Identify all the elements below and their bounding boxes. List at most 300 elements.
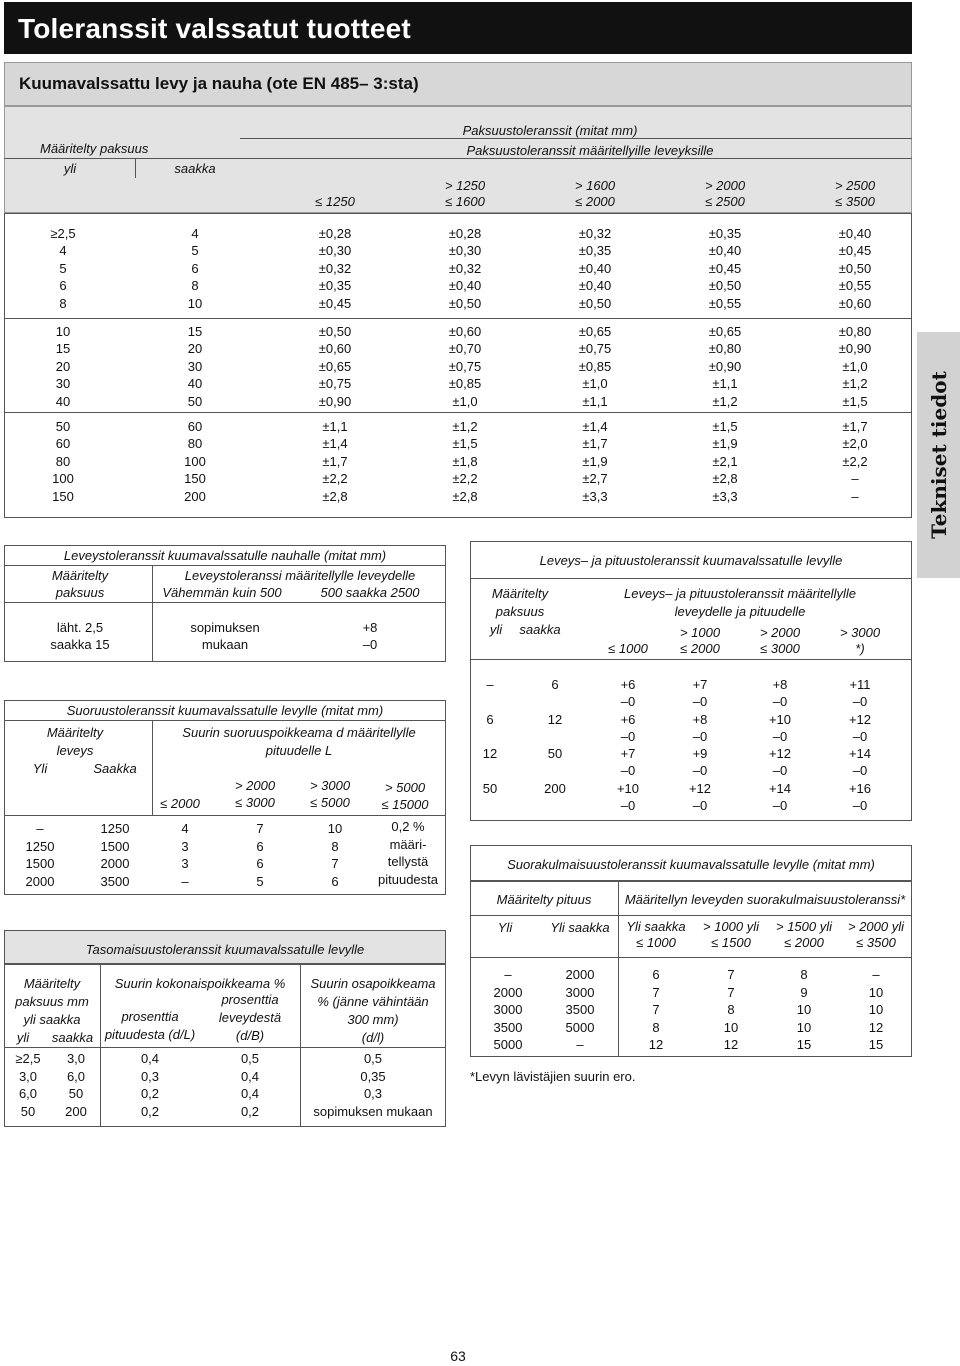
sq-cell: 12	[723, 1037, 739, 1052]
sq-col-header-bottom: ≤ 1000	[636, 935, 676, 950]
sq-col-header-top: > 2000 yli	[847, 919, 904, 934]
table-cell: ±0,80	[708, 341, 742, 357]
sq-h-length: Määritelty pituus	[496, 892, 592, 907]
table-cell: 15	[187, 324, 203, 339]
table-cell: ±1,1	[322, 419, 348, 434]
table-cell: ±1,8	[452, 453, 478, 469]
table-cell: ±1,5	[842, 393, 868, 409]
flat-h1-c: yli saakka	[23, 1012, 81, 1027]
side-tab	[917, 332, 960, 578]
sq-cell: 5000	[493, 1037, 523, 1052]
table-cell: ±0,40	[448, 278, 482, 294]
table-cell: ±0,75	[578, 341, 612, 357]
flat-h1-b: paksuus mm	[15, 994, 89, 1009]
table-cell: 10	[187, 295, 203, 311]
str-h-defined: Määritelty	[46, 725, 104, 740]
sq-cell: –	[576, 1037, 584, 1052]
flat-cell: 0,35	[360, 1068, 386, 1084]
table-cell: ±1,0	[842, 358, 868, 374]
str-col-header-top: > 5000	[384, 780, 426, 795]
str-cell: 2000	[100, 856, 130, 871]
lw-cell-plus: +11	[849, 677, 871, 692]
table-cell: ±0,60	[838, 295, 872, 311]
str-cell: 6	[256, 856, 264, 871]
lw-cell-minus: –0	[772, 694, 788, 709]
lw-cell-plus: +10	[768, 711, 792, 727]
table-cell: ±1,2	[452, 419, 478, 434]
lw-col-header-top: > 3000	[839, 625, 881, 640]
lw-h-to: saakka	[519, 622, 561, 637]
str-cell: 3	[181, 856, 189, 871]
table-cell: ±1,0	[452, 393, 478, 409]
table-cell: ±1,5	[712, 419, 738, 434]
flat-cell: 3,0	[18, 1068, 38, 1084]
table-cell: ±0,55	[708, 295, 742, 311]
table-cell: ±0,40	[838, 226, 872, 241]
col-header-bottom: ≤ 2000	[575, 194, 615, 209]
str-last-col: tellystä	[387, 854, 429, 869]
width-tol-row-thickness-1: läht. 2,5	[56, 620, 104, 635]
width-tol-row-plus: +8	[362, 620, 378, 635]
header-tolerance: Paksuustoleranssit (mitat mm)	[462, 123, 638, 138]
str-last-col: 0,2 %	[391, 819, 425, 834]
str-cell: 4	[181, 821, 189, 836]
lw-cell-plus: +16	[848, 780, 872, 796]
table-cell: ±0,60	[448, 324, 482, 339]
str-col-header-bottom: ≤ 3000	[235, 795, 275, 810]
table-cell: 6	[191, 260, 199, 276]
table-cell: ±0,65	[708, 324, 742, 339]
table-cell: 8	[59, 295, 67, 311]
sq-cell: –	[504, 967, 512, 982]
table-cell: 150	[52, 488, 74, 504]
table-cell: ±0,55	[838, 278, 872, 294]
lw-col-header-top: > 1000	[679, 625, 721, 640]
lw-h-thickness: paksuus	[495, 604, 545, 619]
flat-h3-4: (d/l)	[361, 1030, 385, 1045]
table-cell: ≥2,5	[50, 226, 76, 241]
sq-cell: 10	[868, 984, 884, 1000]
lw-row-to: 50	[547, 746, 563, 761]
lw-cell-plus: +8	[692, 711, 708, 727]
sq-col-header-bottom: ≤ 1500	[711, 935, 751, 950]
lw-cell-minus: –0	[852, 694, 868, 709]
str-cell: 8	[331, 838, 339, 854]
width-tol-row-minus: –0	[362, 637, 378, 652]
table-cell: 200	[184, 488, 206, 504]
sq-cell: 7	[727, 984, 735, 1000]
table-cell: ±0,45	[838, 243, 872, 259]
lw-row-over: 6	[486, 711, 494, 727]
table-cell: 100	[184, 453, 206, 469]
width-tol-h-defined: Määritelty	[51, 568, 109, 583]
col-header-bottom: ≤ 3500	[835, 194, 875, 209]
table-cell: ±0,30	[318, 243, 352, 259]
lw-col-header-bottom: ≤ 3000	[760, 641, 800, 656]
header-thickness: Määritelty paksuus	[40, 141, 149, 156]
sq-cell: 10	[723, 1019, 739, 1035]
lw-col-header-bottom: *)	[855, 641, 865, 656]
sq-cell: 12	[648, 1037, 664, 1052]
table-cell: 5	[59, 260, 67, 276]
sq-cell: 15	[796, 1037, 812, 1052]
col-header-top: > 1250	[444, 178, 486, 193]
table-cell: ±0,30	[448, 243, 482, 259]
width-tol-h-range: 500 saakka 2500	[320, 585, 420, 600]
sq-title: Suorakulmaisuustoleranssit kuumavalssatulle levylle (mitat mm)	[507, 857, 875, 872]
lw-cell-plus: +7	[620, 746, 636, 761]
str-cell: 5	[256, 873, 264, 889]
str-cell: 1250	[100, 821, 130, 836]
table-cell: ±1,2	[712, 393, 738, 409]
table-cell: 15	[55, 341, 71, 357]
lw-cell-minus: –0	[772, 763, 788, 778]
str-cell: 1500	[100, 838, 130, 854]
table-cell: ±0,45	[708, 260, 742, 276]
sq-cell: 5000	[565, 1019, 595, 1035]
lw-cell-plus: +14	[768, 780, 792, 796]
lw-cell-minus: –0	[852, 728, 868, 744]
sq-cell: 12	[868, 1019, 884, 1035]
flat-cell: 0,4	[140, 1051, 160, 1066]
table-cell: 80	[187, 436, 203, 452]
sq-col-header-bottom: ≤ 3500	[856, 935, 896, 950]
str-last-col: määri-	[389, 836, 427, 852]
table-cell: ±1,4	[582, 419, 608, 434]
table-cell: ±0,65	[318, 358, 352, 374]
lw-h-defined: Määritelty	[491, 586, 549, 601]
header-to: saakka	[174, 161, 216, 176]
sq-cell: 10	[796, 1002, 812, 1017]
str-title: Suoruustoleranssit kuumavalssatulle levylle (mitat mm)	[66, 703, 384, 718]
table-cell: ±3,3	[582, 488, 608, 504]
table-cell: 20	[55, 358, 71, 374]
table-cell: ±0,28	[318, 226, 352, 241]
str-cell: 6	[331, 873, 339, 889]
flat-cell: 3,0	[66, 1051, 86, 1066]
flat-h2b-3: (d/B)	[235, 1028, 265, 1043]
lw-col-header-top: > 2000	[759, 625, 801, 640]
lw-cell-minus: –0	[620, 728, 636, 744]
table-cell: ±1,9	[712, 436, 738, 452]
table-cell: ±0,75	[318, 376, 352, 392]
lw-col-header-bottom: ≤ 2000	[680, 641, 720, 656]
flat-cell: 6,0	[18, 1086, 38, 1101]
table-cell: 30	[187, 358, 203, 374]
flat-cell: 0,2	[240, 1103, 260, 1119]
str-cell: 2000	[25, 873, 55, 889]
table-cell: ±0,50	[708, 278, 742, 294]
table-cell: ±2,1	[712, 453, 738, 469]
flat-cell: 0,4	[240, 1068, 260, 1084]
lw-cell-minus: –0	[852, 797, 868, 813]
table-cell: ±0,50	[318, 324, 352, 339]
table-cell: ±0,32	[448, 260, 482, 276]
str-col-header-top: > 2000	[234, 778, 276, 793]
side-tab-label: Tekniset tiedot	[926, 371, 951, 539]
sq-cell: 15	[868, 1037, 884, 1052]
table-cell: ±0,32	[578, 226, 612, 241]
table-cell: ±0,80	[838, 324, 872, 339]
sq-col-header-top: Yli saakka	[626, 919, 686, 934]
table-cell: ±0,50	[838, 260, 872, 276]
lw-cell-plus: +12	[768, 746, 792, 761]
lw-cell-plus: +9	[692, 746, 708, 761]
str-cell: 7	[331, 856, 339, 871]
table-cell: ±2,8	[712, 471, 738, 487]
flat-cell: 6,0	[66, 1068, 86, 1084]
lw-cell-plus: +12	[848, 711, 872, 727]
table-cell: ±0,85	[448, 376, 482, 392]
col-header-bottom: ≤ 1600	[445, 194, 485, 209]
table-cell: 10	[55, 324, 71, 339]
str-h-dev-2: pituudelle L	[265, 743, 333, 758]
table-cell: ±0,85	[578, 358, 612, 374]
lw-cell-minus: –0	[692, 728, 708, 744]
str-h-dev-1: Suurin suoruuspoikkeama d määritellylle	[182, 725, 416, 740]
lw-h-tol-1: Leveys– ja pituustoleranssit määritellylle	[624, 586, 856, 601]
str-h-width: leveys	[56, 743, 94, 758]
lw-row-over: 12	[482, 746, 498, 761]
table-cell: ±0,50	[578, 295, 612, 311]
lw-cell-minus: –0	[620, 797, 636, 813]
sq-h-tol: Määritellyn leveyden suorakulmaisuustoleranssi*	[624, 892, 906, 907]
sq-cell: 3500	[493, 1019, 523, 1035]
sq-cell: –	[872, 967, 880, 982]
sq-cell: 8	[727, 1002, 735, 1017]
table-cell: 80	[55, 453, 71, 469]
sq-cell: 7	[652, 984, 660, 1000]
lw-cell-plus: +8	[772, 677, 788, 692]
table-cell: ±2,2	[322, 471, 348, 487]
str-cell: 1250	[25, 838, 55, 854]
flat-cell: 0,2	[140, 1103, 160, 1119]
lw-title: Leveys– ja pituustoleranssit kuumavalssatulle levylle	[539, 553, 843, 568]
table-cell: ±1,2	[842, 376, 868, 392]
table-cell: ±2,0	[842, 436, 868, 452]
lw-h-over: yli	[489, 622, 503, 637]
str-cell: 1500	[25, 856, 55, 871]
flat-h-over: yli	[16, 1030, 30, 1045]
width-tol-row-agree-2: mukaan	[201, 637, 249, 652]
flat-h-to: saakka	[51, 1030, 94, 1045]
table-cell: 5	[191, 243, 199, 259]
table-cell: ±0,60	[318, 341, 352, 357]
table-cell: ±1,4	[322, 436, 348, 452]
flat-cell: ≥2,5	[15, 1051, 41, 1066]
str-last-col: pituudesta	[378, 871, 438, 887]
lw-cell-minus: –0	[692, 797, 708, 813]
lw-row-to: 12	[547, 711, 563, 727]
table-cell: ±0,70	[448, 341, 482, 357]
table-cell: ±0,28	[448, 226, 482, 241]
sq-cell: 7	[652, 1002, 660, 1017]
table-cell: 20	[187, 341, 203, 357]
sq-cell: 3000	[493, 1002, 523, 1017]
str-h-over: Yli	[32, 761, 48, 776]
table-cell: ±0,35	[708, 226, 742, 241]
str-col-header-bottom: ≤ 2000	[160, 796, 200, 811]
flat-cell: 0,3	[140, 1068, 160, 1084]
flat-cell: 0,3	[363, 1086, 383, 1101]
header-over: yli	[63, 161, 77, 176]
table-cell: ±2,7	[582, 471, 608, 487]
sq-col-header-bottom: ≤ 2000	[784, 935, 824, 950]
table-cell: ±0,40	[708, 243, 742, 259]
table-cell: ±0,90	[708, 358, 742, 374]
sq-col-header-top: > 1500 yli	[775, 919, 832, 934]
sq-cell: 10	[796, 1019, 812, 1035]
lw-cell-plus: +10	[616, 780, 640, 796]
table-cell: ±1,7	[582, 436, 608, 452]
header-widths: Paksuustoleranssit määritellyille leveyksille	[466, 143, 714, 158]
flat-cell: sopimuksen mukaan	[313, 1103, 433, 1119]
page-number: 63	[450, 1348, 466, 1364]
sq-cell: 2000	[565, 967, 595, 982]
flat-h1-a: Määritelty	[23, 976, 81, 991]
width-tol-h-less: Vähemmän kuin 500	[162, 585, 282, 600]
str-col-header-bottom: ≤ 5000	[310, 795, 350, 810]
table-cell: 6	[59, 278, 67, 294]
flat-h2b-2: leveydestä	[218, 1010, 282, 1025]
str-col-header-bottom: ≤ 15000	[381, 797, 429, 812]
str-cell: 6	[256, 838, 264, 854]
table-cell: ±1,5	[452, 436, 478, 452]
flat-cell: 0,4	[240, 1086, 260, 1101]
col-header-top: > 2000	[704, 178, 746, 193]
lw-row-over: –	[486, 677, 494, 692]
flat-cell: 50	[68, 1086, 84, 1101]
lw-cell-minus: –0	[772, 728, 788, 744]
lw-cell-plus: +14	[848, 746, 872, 761]
str-h-to: Saakka	[93, 761, 137, 776]
section-subtitle: Kuumavalssattu levy ja nauha (ote EN 485– 3:sta)	[4, 62, 912, 106]
lw-cell-minus: –0	[692, 694, 708, 709]
table-cell: ±0,90	[318, 393, 352, 409]
sq-cell: 6	[652, 967, 660, 982]
flat-h3-1: Suurin osapoikkeama	[310, 976, 436, 991]
table-cell: 40	[55, 393, 71, 409]
width-tol-title: Leveystoleranssit kuumavalssatulle nauhalle (mitat mm)	[63, 548, 387, 563]
page-title: Toleranssit valssatut tuotteet	[4, 2, 912, 54]
sq-cell: 2000	[493, 984, 523, 1000]
table-cell: ±2,8	[322, 488, 348, 504]
flat-h3-2: % (jänne vähintään	[317, 994, 429, 1009]
flat-cell: 200	[65, 1103, 87, 1119]
table-cell: ±2,2	[452, 471, 478, 487]
table-cell: ±2,8	[452, 488, 478, 504]
table-cell: 40	[187, 376, 203, 392]
sq-col-header-top: > 1000 yli	[702, 919, 759, 934]
table-cell: ±0,35	[578, 243, 612, 259]
table-cell: 4	[59, 243, 67, 259]
flat-h2b-1: prosenttia	[221, 992, 279, 1007]
flat-cell: 50	[20, 1103, 36, 1119]
table-cell: ±1,7	[322, 453, 348, 469]
width-tol-row-thickness-2: saakka 15	[50, 637, 110, 652]
col-header-bottom: ≤ 1250	[315, 194, 355, 209]
lw-cell-plus: +6	[620, 677, 636, 692]
lw-cell-minus: –0	[620, 763, 636, 778]
flat-cell: 0,5	[363, 1051, 383, 1066]
lw-h-tol-2: leveydelle ja pituudelle	[674, 604, 806, 619]
table-cell: ±0,35	[318, 278, 352, 294]
sq-cell: 3000	[565, 984, 595, 1000]
table-cell: ±1,1	[582, 393, 608, 409]
flat-h3-3: 300 mm)	[347, 1012, 399, 1027]
flat-cell: 0,2	[140, 1086, 160, 1101]
str-cell: 3500	[100, 873, 130, 889]
sq-cell: 8	[800, 967, 808, 982]
flat-title: Tasomaisuustoleranssit kuumavalssatulle levylle	[85, 942, 365, 957]
sq-cell: 3500	[565, 1002, 595, 1017]
flat-h2a-1: prosenttia	[121, 1009, 179, 1024]
table-cell: 60	[187, 419, 203, 434]
sq-cell: 10	[868, 1002, 884, 1017]
width-tol-h-tol: Leveystoleranssi määritellylle leveydelle	[184, 568, 416, 583]
table-cell: ±3,3	[712, 488, 738, 504]
table-cell: ±1,1	[712, 376, 738, 392]
table-cell: 50	[55, 419, 71, 434]
str-cell: 3	[181, 838, 189, 854]
str-cell: 10	[327, 821, 343, 836]
flat-h2-title: Suurin kokonaispoikkeama %	[114, 976, 286, 991]
lw-cell-minus: –0	[852, 763, 868, 778]
table-cell: ±0,90	[838, 341, 872, 357]
col-header-bottom: ≤ 2500	[705, 194, 745, 209]
col-header-top: > 2500	[834, 178, 876, 193]
table-cell: 150	[184, 471, 206, 487]
sq-h-to: Yli saakka	[550, 920, 610, 935]
sq-cell: 7	[727, 967, 735, 982]
str-col-header-top: > 3000	[309, 778, 351, 793]
table-cell: 30	[55, 376, 71, 392]
lw-row-to: 6	[551, 677, 559, 692]
table-cell: ±1,7	[842, 419, 868, 434]
table-cell: 50	[187, 393, 203, 409]
table-cell: ±0,45	[318, 295, 352, 311]
table-cell: –	[851, 471, 859, 487]
width-tol-h-thickness: paksuus	[55, 585, 105, 600]
str-cell: –	[36, 821, 44, 836]
table-cell: 4	[191, 226, 199, 241]
sq-note: *Levyn lävistäjien suurin ero.	[470, 1069, 636, 1084]
width-tol-row-agree-1: sopimuksen	[190, 620, 260, 635]
str-cell: 7	[256, 821, 264, 836]
table-cell: 8	[191, 278, 199, 294]
flat-cell: 0,5	[240, 1051, 260, 1066]
table-cell: 100	[52, 471, 74, 487]
sq-cell: 9	[800, 984, 808, 1000]
table-cell: 60	[55, 436, 71, 452]
table-cell: ±0,32	[318, 260, 352, 276]
table-cell: –	[851, 488, 859, 504]
col-header-top: > 1600	[574, 178, 616, 193]
lw-cell-minus: –0	[692, 763, 708, 778]
lw-col-header-bottom: ≤ 1000	[608, 641, 648, 656]
table-cell: ±0,65	[578, 324, 612, 339]
lw-row-to: 200	[544, 780, 566, 796]
lw-cell-plus: +12	[688, 780, 712, 796]
lw-cell-plus: +6	[620, 711, 636, 727]
lw-cell-minus: –0	[772, 797, 788, 813]
sq-cell: 8	[652, 1019, 660, 1035]
lw-cell-plus: +7	[692, 677, 708, 692]
flat-h2a-2: pituudesta (d/L)	[104, 1027, 196, 1042]
lw-cell-minus: –0	[620, 694, 636, 709]
table-cell: ±0,75	[448, 358, 482, 374]
table-cell: ±0,50	[448, 295, 482, 311]
